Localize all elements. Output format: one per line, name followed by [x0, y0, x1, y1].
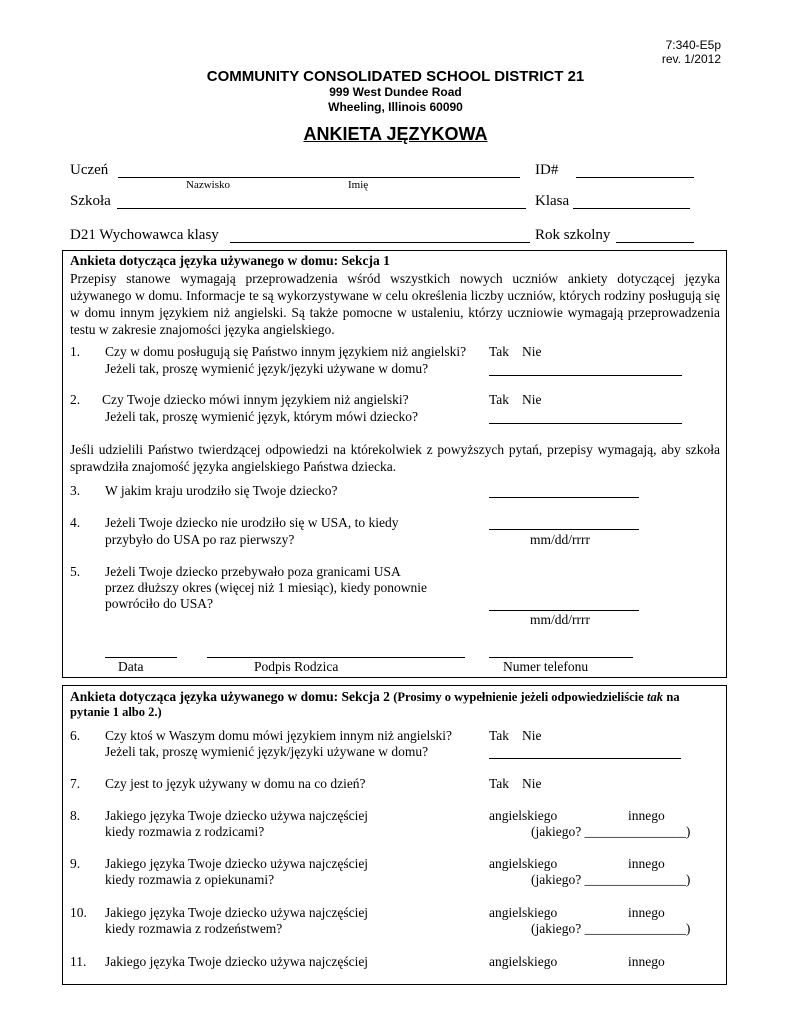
q11-text: Jakiego języka Twoje dziecko używa najczęściej	[105, 954, 369, 969]
district-address-city: Wheeling, Illinois 60090	[328, 100, 463, 114]
q7-no-option[interactable]: Nie	[522, 776, 542, 791]
q5-text-cont: przez dłuższy okres (więcej niż 1 miesiąc), kiedy ponownie	[105, 580, 428, 595]
q9-number: 9.	[70, 856, 81, 871]
school-label: Szkoła	[70, 193, 111, 209]
q1-language-field[interactable]	[489, 375, 682, 376]
q8-other-option[interactable]: innego	[628, 808, 665, 823]
q2-followup: Jeżeli tak, proszę wymienić język, którym mówi dziecko?	[105, 409, 419, 424]
parent-signature-field[interactable]	[207, 657, 465, 658]
q4-text-cont: przybyło do USA po raz pierwszy?	[105, 532, 295, 547]
q1-yes-option[interactable]: Tak	[489, 344, 510, 359]
q2-text: Czy Twoje dziecko mówi innym językiem niż angielski?	[102, 392, 409, 407]
district-address-street: 999 West Dundee Road	[329, 85, 462, 99]
phone-number-field[interactable]	[489, 657, 633, 658]
q11-number: 11.	[70, 954, 87, 969]
q4-text: Jeżeli Twoje dziecko nie urodziło się w USA, to kiedy	[105, 515, 399, 530]
q7-yes-option[interactable]: Tak	[489, 776, 510, 791]
surname-caption: Nazwisko	[186, 179, 230, 191]
phone-number-label: Numer telefonu	[503, 659, 589, 674]
q7-text: Czy jest to język używany w domu na co dzień?	[105, 776, 366, 791]
section-2-note-b: na	[666, 690, 680, 704]
q9-which-field[interactable]: (jakiego? _______________)	[531, 872, 691, 887]
firstname-caption: Imię	[348, 179, 369, 191]
school-year-field[interactable]	[616, 242, 694, 243]
q1-no-option[interactable]: Nie	[522, 344, 542, 359]
school-field[interactable]	[117, 208, 526, 209]
q1-followup: Jeżeli tak, proszę wymienić język/języki używane w domu?	[105, 361, 429, 376]
q8-english-option[interactable]: angielskiego	[489, 808, 558, 823]
q2-yes-option[interactable]: Tak	[489, 392, 510, 407]
q5-date-format: mm/dd/rrrr	[530, 612, 590, 627]
teacher-label: D21 Wychowawca klasy	[70, 227, 219, 243]
q4-number: 4.	[70, 515, 81, 530]
q1-number: 1.	[70, 344, 81, 359]
q10-text: Jakiego języka Twoje dziecko używa najczęściej	[105, 905, 369, 920]
q8-text-cont: kiedy rozmawia z rodzicami?	[105, 824, 265, 839]
q6-language-field[interactable]	[489, 758, 681, 759]
q9-text-cont: kiedy rozmawia z opiekunami?	[105, 872, 275, 887]
section-2-title: Ankieta dotycząca języka używanego w domu: Sekcja 2	[70, 689, 390, 704]
signature-date-label: Data	[118, 659, 144, 674]
q3-text: W jakim kraju urodziło się Twoje dziecko?	[105, 483, 338, 498]
section-1-heading: Ankieta dotycząca języka używanego w domu: Sekcja 1	[70, 253, 390, 268]
q4-date-field[interactable]	[489, 529, 639, 530]
q9-other-option[interactable]: innego	[628, 856, 665, 871]
q6-text: Czy ktoś w Waszym domu mówi językiem innym niż angielski?	[105, 728, 452, 743]
section-2-heading	[70, 689, 680, 705]
parent-signature-label: Podpis Rodzica	[254, 659, 339, 674]
q5-date-field[interactable]	[489, 610, 639, 611]
q4-date-format: mm/dd/rrrr	[530, 532, 590, 547]
q6-number: 6.	[70, 728, 81, 743]
q10-which-field[interactable]: (jakiego? _______________)	[531, 921, 691, 936]
q8-which-field[interactable]: (jakiego? _______________)	[531, 824, 691, 839]
q7-number: 7.	[70, 776, 81, 791]
page-title: ANKIETA JĘZYKOWA	[303, 124, 488, 144]
q2-number: 2.	[70, 392, 81, 407]
section-1-note: Jeśli udzielili Państwo twierdzącej odpowiedzi na którekolwiek z powyższych pytań, przepisy wymagają, aby szkoła sprawdziła znajomość języka angielskiego Państwa dziecka.	[70, 442, 720, 474]
student-label: Uczeń	[70, 162, 109, 178]
section-2-note-a: (Prosimy o wypełnienie jeżeli odpowiedzieliście	[393, 690, 644, 704]
form-code	[662, 38, 721, 66]
q3-country-field[interactable]	[489, 497, 639, 498]
q10-other-option[interactable]: innego	[628, 905, 665, 920]
school-year-label: Rok szkolny	[535, 227, 611, 243]
section-2-note-tak: tak	[647, 690, 664, 704]
q5-number: 5.	[70, 564, 81, 579]
form-number: 7:340-E5p	[665, 38, 721, 52]
section-1-intro: Przepisy stanowe wymagają przeprowadzenia wśród wszystkich nowych uczniów ankiety dotyczącej języka używanego w domu. Informacje te są wykorzystywane w celu określenia liczby uczniów, których rodziny posługują się w domu innym językiem niż angielski. Są także pomocne w ustaleniu, którzy uczniowie wymagają przeprowadzenia testu w zakresie znajomości języka angielskiego.	[70, 271, 720, 337]
q6-no-option[interactable]: Nie	[522, 728, 542, 743]
q9-english-option[interactable]: angielskiego	[489, 856, 558, 871]
form-revision: rev. 1/2012	[661, 52, 721, 66]
teacher-field[interactable]	[230, 242, 530, 243]
q11-english-option[interactable]: angielskiego	[489, 954, 558, 969]
q10-english-option[interactable]: angielskiego	[489, 905, 558, 920]
class-field[interactable]	[573, 208, 690, 209]
q11-other-option[interactable]: innego	[628, 954, 665, 969]
q9-text: Jakiego języka Twoje dziecko używa najczęściej	[105, 856, 369, 871]
signature-date-field[interactable]	[105, 657, 177, 658]
q2-no-option[interactable]: Nie	[522, 392, 542, 407]
q1-text: Czy w domu posługują się Państwo innym językiem niż angielski?	[105, 344, 467, 359]
id-label: ID#	[535, 162, 559, 178]
id-field[interactable]	[576, 177, 694, 178]
q6-yes-option[interactable]: Tak	[489, 728, 510, 743]
q10-number: 10.	[70, 905, 87, 920]
district-name: COMMUNITY CONSOLIDATED SCHOOL DISTRICT 21	[206, 68, 585, 85]
q5-text: Jeżeli Twoje dziecko przebywało poza granicami USA	[105, 564, 401, 579]
q6-followup: Jeżeli tak, proszę wymienić język/języki używane w domu?	[105, 744, 429, 759]
student-name-field[interactable]	[118, 177, 520, 178]
q2-language-field[interactable]	[489, 423, 682, 424]
q8-text: Jakiego języka Twoje dziecko używa najczęściej	[105, 808, 369, 823]
q8-number: 8.	[70, 808, 81, 823]
section-2-note-c: pytanie 1 albo 2.)	[70, 705, 162, 719]
q5-text-end: powróciło do USA?	[105, 596, 213, 611]
class-label: Klasa	[535, 193, 570, 209]
q10-text-cont: kiedy rozmawia z rodzeństwem?	[105, 921, 283, 936]
q3-number: 3.	[70, 483, 81, 498]
